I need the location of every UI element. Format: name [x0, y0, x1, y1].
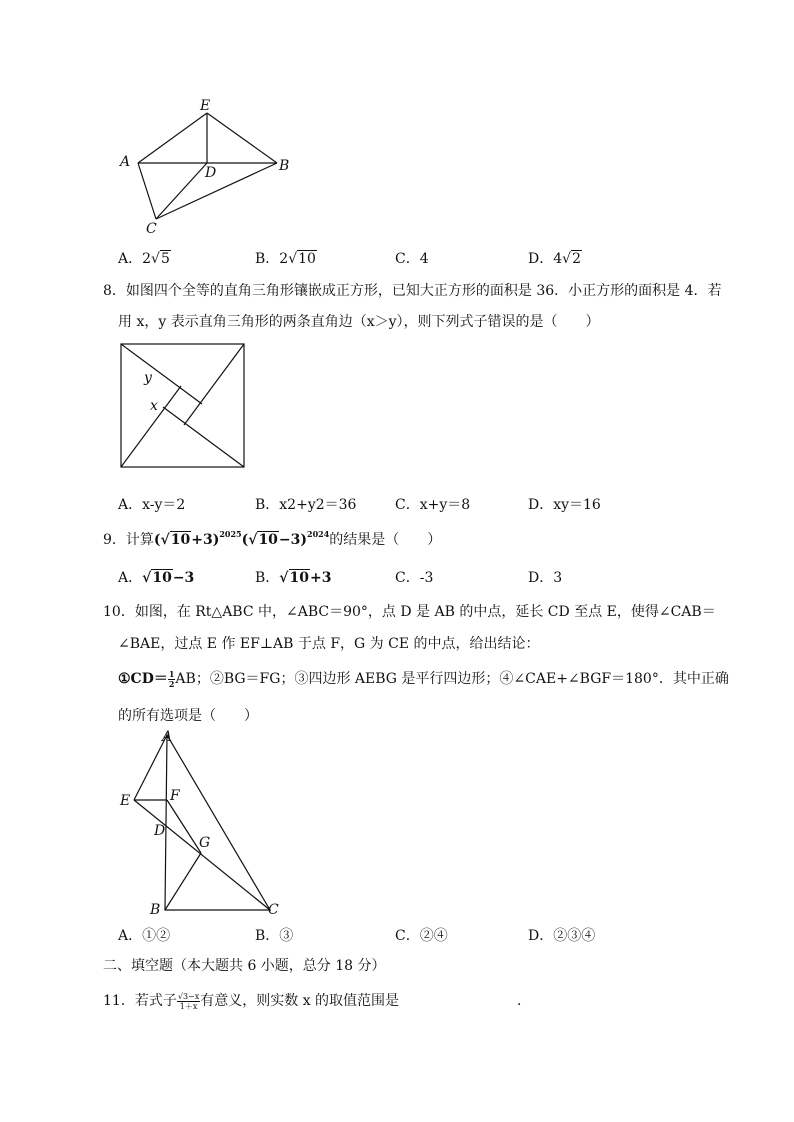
label-e: E [120, 793, 131, 809]
edge-eb [207, 113, 277, 163]
q8-option-d[interactable]: D．xy＝16 [528, 497, 601, 513]
q9-option-d[interactable]: D．3 [528, 570, 563, 586]
label-d: D [154, 823, 166, 839]
label-a: A [120, 154, 131, 170]
q10-figure [110, 725, 295, 920]
q7-option-c[interactable]: C．4 [395, 251, 429, 267]
q7-option-d[interactable]: D．4√2 [528, 251, 581, 267]
edge-cb [156, 163, 277, 219]
q8-line-1 [121, 344, 202, 404]
label-a: A [162, 729, 173, 745]
q8-line-3 [163, 407, 244, 467]
edge-cd [156, 163, 207, 219]
label-y: y [144, 370, 152, 386]
label-c: C [268, 902, 279, 918]
q9-stem: 9．计算$(√10+3)^{2025}(√10-3)^{2024}$的结果是（ ） [103, 529, 442, 548]
label-b: B [150, 902, 161, 918]
q9-option-c[interactable]: C．-3 [395, 570, 434, 586]
seg-fg [167, 800, 201, 853]
q11-answer-blank[interactable] [399, 1004, 517, 1005]
label-b: B [279, 158, 290, 174]
q10-stem-line1: 10．如图，在 Rt△ABC 中，∠ABC＝90°，点 D 是 AB 的中点，延长 CD 至点 E，使得∠CAB＝ [103, 604, 716, 620]
section-2-title: 二、填空题（本大题共 6 小题，总分 18 分） [103, 958, 386, 974]
q10-option-c[interactable]: C．②④ [395, 928, 448, 944]
q8-option-a[interactable]: A．x-y＝2 [118, 497, 186, 513]
label-e: E [200, 98, 211, 114]
q8-option-c[interactable]: C．x+y＝8 [395, 497, 471, 513]
label-c: C [146, 221, 157, 237]
edge-ac [138, 163, 156, 219]
q8-option-b[interactable]: B．x2+y2＝36 [255, 497, 357, 513]
seg-ec [134, 800, 270, 910]
label-x: x [150, 398, 158, 414]
outer-square [121, 344, 244, 467]
q10-option-b[interactable]: B．③ [255, 928, 294, 944]
q10-stem-line2: ∠BAE，过点 E 作 EF⊥AB 于点 F，G 为 CE 的中点，给出结论： [118, 636, 540, 652]
label-d: D [205, 165, 217, 181]
q7-figure [110, 95, 310, 240]
label-f: F [170, 788, 180, 804]
q8-figure [118, 340, 250, 472]
label-g: G [199, 835, 211, 851]
q7-option-a[interactable]: A．2√5 [118, 251, 170, 267]
q10-stem-line4: 的所有选项是（ ） [118, 708, 258, 724]
q8-stem-line2: 用 x，y 表示直角三角形的两条直角边（x＞y），则下列式子错误的是（ ） [118, 314, 600, 330]
q10-stem-line3: ①CD＝ $\frac{1}{2}$ AB；②BG＝FG；③四边形 AEBG 是平行四边形；④∠CAE+∠BGF＝180°．其中正确 [118, 668, 729, 689]
q9-option-b[interactable]: B．√10+3 [255, 570, 332, 586]
edge-ae [138, 113, 207, 163]
q8-line-2 [184, 344, 244, 425]
q10-option-d[interactable]: D．②③④ [528, 928, 596, 944]
q9-option-a[interactable]: A．√10−3 [118, 570, 195, 586]
q7-option-b[interactable]: B．2√10 [255, 251, 316, 267]
seg-bg [165, 853, 201, 910]
q10-option-a[interactable]: A．①② [118, 928, 171, 944]
q8-stem-line1: 8．如图四个全等的直角三角形镶嵌成正方形，已知大正方形的面积是 36．小正方形的面积是 4．若 [103, 283, 722, 299]
q11-stem: 11．若式子 $\frac{√3-x}{1+x}$ 有意义，则实数 x 的取值范围是 ． [103, 991, 532, 1011]
